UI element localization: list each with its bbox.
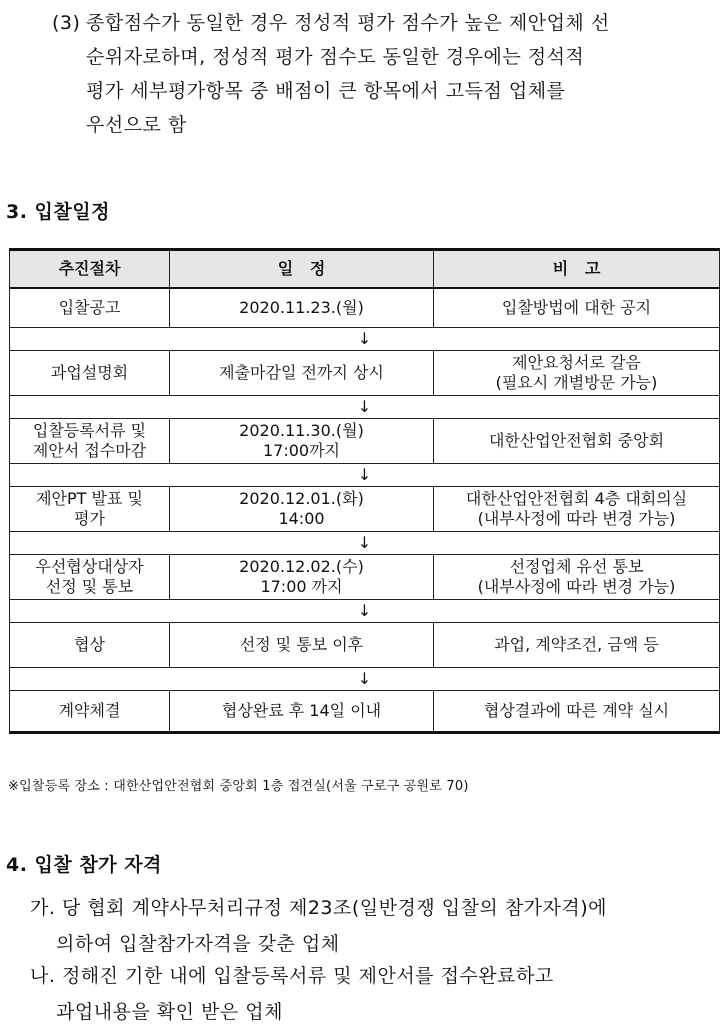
qualification-marker: 가. (30, 897, 56, 919)
qualification-item (30, 890, 607, 962)
registration-location-note: ※입찰등록 장소 : 대한산업안전협회 중앙회 1층 접견실(서울 구로구 공원로 70) (8, 779, 469, 794)
schedule-header-row (10, 250, 720, 289)
schedule-step-cell: 입찰등록서류 및 제안서 접수마감 (10, 419, 170, 464)
qualification-line: 의하여 입찰참가자격을 갖춘 업체 (56, 933, 340, 955)
schedule-date-cell: 2020.11.23.(월) (170, 288, 434, 328)
header-note: 비 고 (434, 250, 720, 289)
schedule-date-cell: 2020.11.30.(월) 17:00까지 (170, 419, 434, 464)
qualification-line: 나. 정해진 기한 내에 입찰등록서류 및 제안서를 접수완료하고 (30, 965, 554, 987)
schedule-date-cell: 협상완료 후 14일 이내 (170, 691, 434, 733)
qualification-marker: 나. (30, 965, 56, 987)
schedule-row (10, 691, 720, 733)
down-arrow-icon: ↓ (10, 396, 720, 419)
schedule-step-cell: 협상 (10, 623, 170, 668)
flow-arrow-row (10, 600, 720, 623)
schedule-row (10, 288, 720, 328)
schedule-row (10, 555, 720, 600)
schedule-date-cell: 2020.12.01.(화) 14:00 (170, 487, 434, 532)
schedule-step-cell: 우선협상대상자 선정 및 통보 (10, 555, 170, 600)
schedule-row (10, 623, 720, 668)
schedule-row (10, 419, 720, 464)
schedule-step-cell: 입찰공고 (10, 288, 170, 328)
schedule-note-cell: 선정업체 유선 통보 (내부사정에 따라 변경 가능) (434, 555, 720, 600)
flow-arrow-row (10, 532, 720, 555)
schedule-row (10, 487, 720, 532)
section-3-heading: 3. 입찰일정 (6, 201, 110, 223)
schedule-step-cell: 과업설명회 (10, 351, 170, 396)
flow-arrow-row (10, 328, 720, 351)
schedule-step-cell: 제안PT 발표 및 평가 (10, 487, 170, 532)
schedule-note-cell: 과업, 계약조건, 금액 등 (434, 623, 720, 668)
down-arrow-icon: ↓ (10, 328, 720, 351)
criteria-number: (3) (52, 12, 81, 34)
schedule-note-cell: 입찰방법에 대한 공지 (434, 288, 720, 328)
down-arrow-icon: ↓ (10, 668, 720, 691)
criteria-line: 평가 세부평가항목 중 배점이 큰 항목에서 고득점 업체를 (86, 80, 566, 102)
criteria-paragraph (52, 6, 716, 142)
criteria-line: 우선으로 함 (86, 114, 187, 136)
criteria-line: 순위자로하며, 정성적 평가 점수도 동일한 경우에는 정석적 (86, 46, 585, 68)
schedule-body (10, 288, 720, 733)
header-step: 추진절차 (10, 250, 170, 289)
schedule-note-cell: 제안요청서로 갈음 (필요시 개별방문 가능) (434, 351, 720, 396)
schedule-date-cell: 제출마감일 전까지 상시 (170, 351, 434, 396)
flow-arrow-row (10, 464, 720, 487)
qualification-line: 과업내용을 확인 받은 업체 (56, 1001, 284, 1023)
flow-arrow-row (10, 668, 720, 691)
schedule-date-cell: 2020.12.02.(수) 17:00 까지 (170, 555, 434, 600)
header-date: 일 정 (170, 250, 434, 289)
schedule-step-cell: 계약체결 (10, 691, 170, 733)
schedule-note-cell: 대한산업안전협회 4층 대회의실 (내부사정에 따라 변경 가능) (434, 487, 720, 532)
criteria-line: (3) 종합점수가 동일한 경우 정성적 평가 점수가 높은 제안업체 선 (52, 6, 716, 40)
down-arrow-icon: ↓ (10, 532, 720, 555)
schedule-note-cell: 협상결과에 따른 계약 실시 (434, 691, 720, 733)
down-arrow-icon: ↓ (10, 464, 720, 487)
section-4-heading: 4. 입찰 참가 자격 (6, 854, 162, 876)
qualification-item (30, 958, 554, 1030)
schedule-table (9, 248, 720, 734)
schedule-note-cell: 대한산업안전협회 중앙회 (434, 419, 720, 464)
down-arrow-icon: ↓ (10, 600, 720, 623)
flow-arrow-row (10, 396, 720, 419)
schedule-row (10, 351, 720, 396)
schedule-date-cell: 선정 및 통보 이후 (170, 623, 434, 668)
qualification-line: 가. 당 협회 계약사무처리규정 제23조(일반경쟁 입찰의 참가자격)에 (30, 897, 608, 919)
